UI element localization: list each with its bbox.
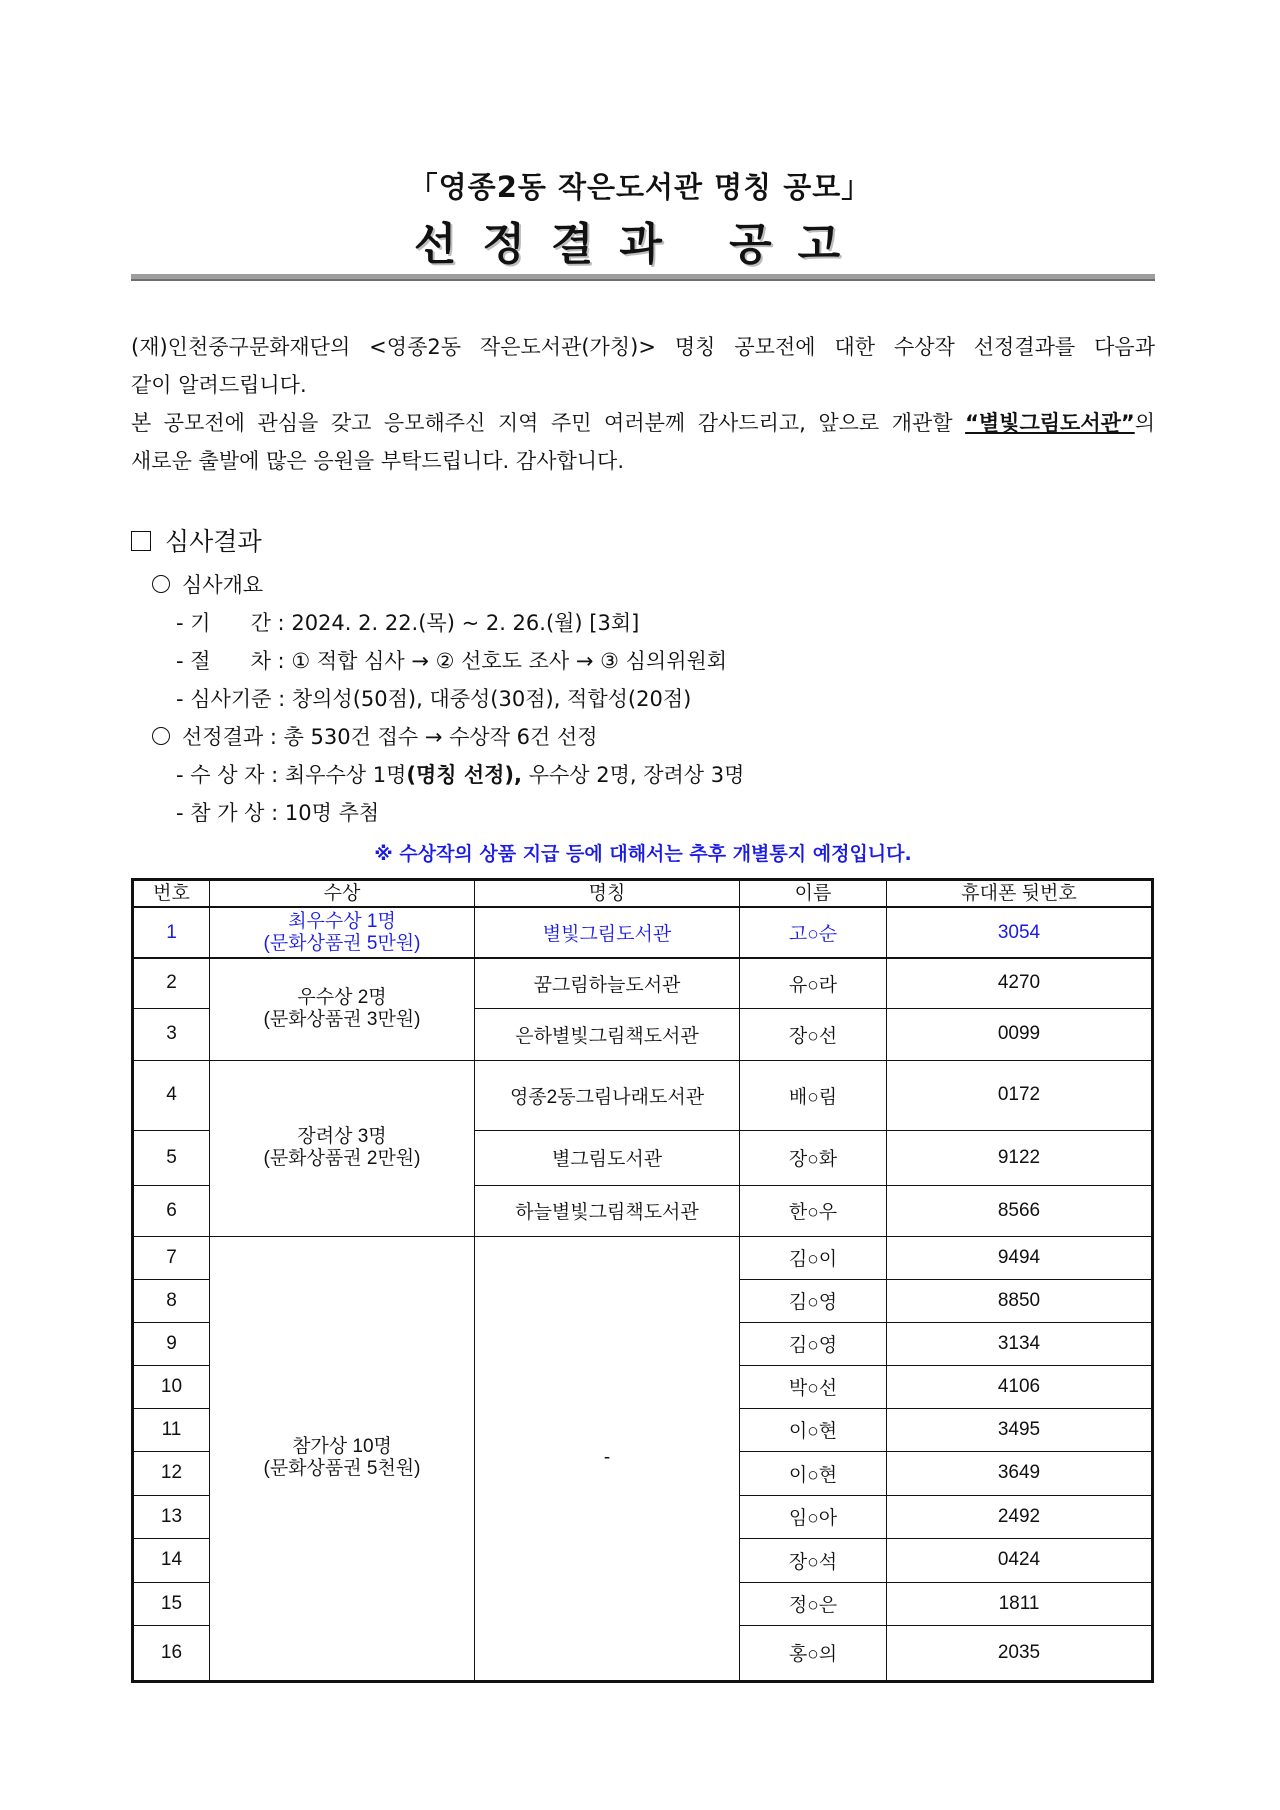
intro-line-1: (재)인천중구문화재단의 <영종2동 작은도서관(가칭)> 명칭 공모전에 대한 수상작 선정결과를 다음과 bbox=[131, 335, 1155, 359]
section-heading-text: 심사결과 bbox=[165, 527, 262, 556]
cell-award-grand bbox=[210, 907, 475, 958]
cell-phone: 0099 bbox=[887, 1008, 1153, 1060]
cell-person: 이○현 bbox=[740, 1451, 887, 1495]
cell-number: 5 bbox=[133, 1130, 210, 1185]
results-table bbox=[131, 878, 1154, 1683]
cell-phone: 8566 bbox=[887, 1185, 1153, 1236]
cell-person: 유○라 bbox=[740, 958, 887, 1008]
cell-number: 1 bbox=[133, 907, 210, 958]
cell-number: 12 bbox=[133, 1451, 210, 1495]
cell-person: 홍○의 bbox=[740, 1625, 887, 1681]
document-subtitle: 선정결과 공고 bbox=[413, 219, 867, 270]
cell-phone: 3649 bbox=[887, 1451, 1153, 1495]
cell-person: 임○아 bbox=[740, 1495, 887, 1538]
award-title: 우수상 2명 bbox=[297, 987, 387, 1009]
document-title: 「영종2동 작은도서관 명칭 공모」 bbox=[408, 170, 872, 204]
result-value: 총 530건 접수 → 수상작 6건 선정 bbox=[283, 725, 598, 749]
award-prize: (문화상품권 5천원) bbox=[263, 1458, 421, 1479]
cell-person: 정○은 bbox=[740, 1582, 887, 1625]
cell-number: 2 bbox=[133, 958, 210, 1008]
result-item bbox=[152, 722, 598, 752]
cell-person: 장○선 bbox=[740, 1008, 887, 1060]
cell-number: 13 bbox=[133, 1495, 210, 1538]
cell-person: 장○석 bbox=[740, 1538, 887, 1582]
cell-phone: 2492 bbox=[887, 1495, 1153, 1538]
cell-person: 배○림 bbox=[740, 1060, 887, 1130]
cell-person: 박○선 bbox=[740, 1365, 887, 1408]
criteria-value: 창의성(50점), 대중성(30점), 적합성(20점) bbox=[291, 687, 692, 711]
winners-item bbox=[176, 760, 744, 790]
notice-text: ※ 수상작의 상품 지급 등에 대해서는 추후 개별통지 예정입니다. bbox=[374, 843, 912, 865]
cell-person: 고○순 bbox=[740, 907, 887, 958]
cell-phone: 9494 bbox=[887, 1236, 1153, 1279]
procedure-label: - 절 차 : bbox=[176, 649, 285, 673]
table-row bbox=[133, 907, 1153, 958]
cell-number: 9 bbox=[133, 1322, 210, 1365]
intro-line-3-suffix: 의 bbox=[1134, 411, 1155, 435]
cell-name: 은하별빛그림책도서관 bbox=[475, 1008, 740, 1060]
cell-phone: 1811 bbox=[887, 1582, 1153, 1625]
circle-bullet-icon bbox=[152, 727, 170, 745]
winners-value: 최우수상 1명 bbox=[284, 763, 407, 787]
cell-name: 별빛그림도서관 bbox=[475, 907, 740, 958]
table-row bbox=[133, 1236, 1153, 1279]
participants-value: 10명 추첨 bbox=[284, 801, 380, 825]
intro-line-4: 새로운 출발에 많은 응원을 부탁드립니다. 감사합니다. bbox=[131, 449, 625, 473]
intro-line-2: 같이 알려드립니다. bbox=[131, 373, 307, 397]
period-value: 2024. 2. 22.(목) ~ 2. 26.(월) [3회] bbox=[291, 611, 640, 635]
procedure-value: ① 적합 심사 → ② 선호도 조사 → ③ 심의위원회 bbox=[291, 649, 728, 673]
cell-number: 14 bbox=[133, 1538, 210, 1582]
cell-number: 15 bbox=[133, 1582, 210, 1625]
cell-person: 이○현 bbox=[740, 1408, 887, 1451]
cell-award-encourage bbox=[210, 1060, 475, 1236]
square-bullet-icon bbox=[131, 531, 151, 551]
cell-number: 11 bbox=[133, 1408, 210, 1451]
header-number: 번호 bbox=[133, 880, 210, 908]
cell-award-excellence bbox=[210, 958, 475, 1060]
intro-line-3-text: 본 공모전에 관심을 갖고 응모해주신 지역 주민 여러분께 감사드리고, 앞으로 개관할 bbox=[131, 411, 966, 435]
cell-phone: 2035 bbox=[887, 1625, 1153, 1681]
cell-person: 장○화 bbox=[740, 1130, 887, 1185]
cell-phone: 9122 bbox=[887, 1130, 1153, 1185]
cell-number: 7 bbox=[133, 1236, 210, 1279]
cell-number: 16 bbox=[133, 1625, 210, 1681]
award-title: 최우수상 1명 bbox=[288, 910, 396, 932]
cell-phone: 0424 bbox=[887, 1538, 1153, 1582]
cell-number: 8 bbox=[133, 1279, 210, 1322]
winners-rest: 우수상 2명, 장려상 3명 bbox=[522, 763, 745, 787]
award-prize: (문화상품권 2만원) bbox=[263, 1148, 421, 1169]
table-row bbox=[133, 1060, 1153, 1130]
cell-award-participation bbox=[210, 1236, 475, 1681]
award-prize: (문화상품권 3만원) bbox=[263, 1009, 421, 1031]
cell-name: 꿈그림하늘도서관 bbox=[475, 958, 740, 1008]
cell-person: 김○이 bbox=[740, 1236, 887, 1279]
cell-phone: 3134 bbox=[887, 1322, 1153, 1365]
cell-number: 6 bbox=[133, 1185, 210, 1236]
library-name-highlight: “별빛그림도서관” bbox=[965, 411, 1135, 435]
cell-phone: 4106 bbox=[887, 1365, 1153, 1408]
award-prize: (문화상품권 5만원) bbox=[263, 932, 421, 954]
section-heading bbox=[131, 524, 262, 560]
winners-label: - 수 상 자 : bbox=[176, 763, 279, 787]
cell-phone: 3054 bbox=[887, 907, 1153, 958]
cell-phone: 3495 bbox=[887, 1408, 1153, 1451]
cell-name-none: - bbox=[475, 1236, 740, 1681]
cell-person: 김○영 bbox=[740, 1322, 887, 1365]
cell-number: 4 bbox=[133, 1060, 210, 1130]
cell-number: 10 bbox=[133, 1365, 210, 1408]
intro-line-3 bbox=[131, 404, 1155, 442]
title-divider bbox=[131, 274, 1155, 281]
period-item bbox=[176, 608, 639, 638]
period-label: - 기 간 : bbox=[176, 611, 285, 635]
criteria-label: - 심사기준 : bbox=[176, 687, 286, 711]
intro-paragraph bbox=[131, 328, 1155, 480]
table-header-row bbox=[133, 880, 1153, 908]
cell-name: 별그림도서관 bbox=[475, 1130, 740, 1185]
circle-bullet-icon bbox=[152, 575, 170, 593]
overview-label: 심사개요 bbox=[182, 573, 264, 597]
participants-item bbox=[176, 798, 379, 828]
table-row bbox=[133, 958, 1153, 1008]
cell-phone: 8850 bbox=[887, 1279, 1153, 1322]
cell-name: 하늘별빛그림책도서관 bbox=[475, 1185, 740, 1236]
cell-name: 영종2동그림나래도서관 bbox=[475, 1060, 740, 1130]
header-name: 명칭 bbox=[475, 880, 740, 908]
header-phone: 휴대폰 뒷번호 bbox=[887, 880, 1153, 908]
procedure-item bbox=[176, 646, 727, 676]
cell-person: 김○영 bbox=[740, 1279, 887, 1322]
participants-label: - 참 가 상 : bbox=[176, 801, 279, 825]
cell-person: 한○우 bbox=[740, 1185, 887, 1236]
criteria-item bbox=[176, 684, 691, 714]
award-title: 참가상 10명 bbox=[292, 1436, 392, 1457]
cell-phone: 4270 bbox=[887, 958, 1153, 1008]
result-label: 선정결과 : bbox=[182, 725, 277, 749]
cell-phone: 0172 bbox=[887, 1060, 1153, 1130]
cell-number: 3 bbox=[133, 1008, 210, 1060]
header-award: 수상 bbox=[210, 880, 475, 908]
award-title: 장려상 3명 bbox=[297, 1126, 387, 1147]
overview-item bbox=[152, 570, 263, 600]
header-person: 이름 bbox=[740, 880, 887, 908]
winners-highlight: (명칭 선정), bbox=[406, 763, 523, 787]
